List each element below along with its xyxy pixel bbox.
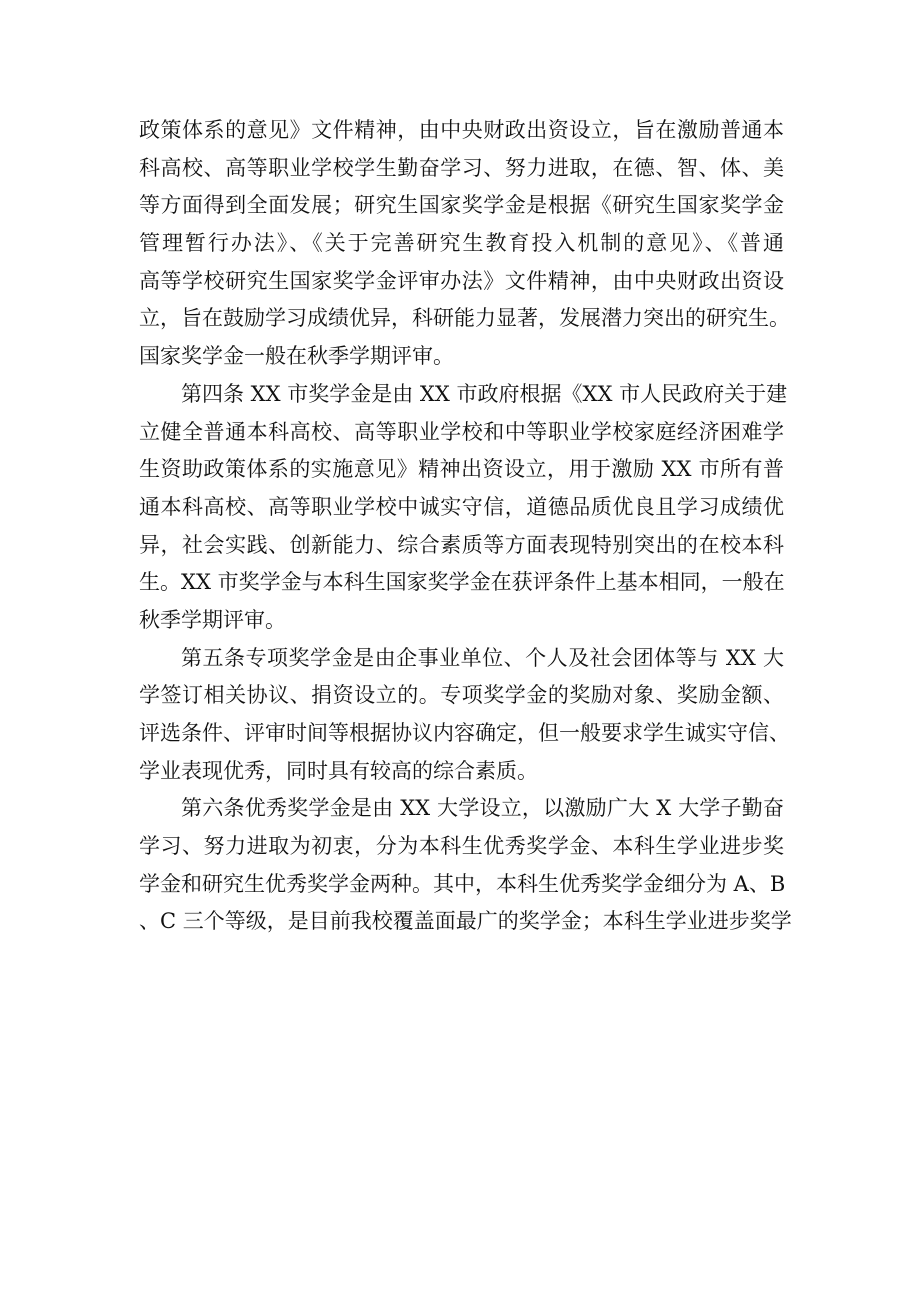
text-line: 国家奖学金一般在秋季学期评审。 <box>139 344 454 369</box>
text-line: 等方面得到全面发展；研究生国家奖学金是根据《研究生国家奖学金 <box>139 193 784 218</box>
text-line: 立健全普通本科高校、高等职业学校和中等职业学校家庭经济困难学 <box>139 419 784 444</box>
text-line: 、C 三个等级，是目前我校覆盖面最广的奖学金；本科生学业进步奖学 <box>139 909 792 934</box>
text-line: 政策体系的意见》文件精神，由中央财政出资设立，旨在激励普通本 <box>139 118 784 142</box>
text-line: 生。XX 市奖学金与本科生国家奖学金在获评条件上基本相同，一般在 <box>139 570 785 595</box>
document-body <box>139 112 792 941</box>
text-line: 高等学校研究生国家奖学金评审办法》文件精神，由中央财政出资设 <box>139 268 784 293</box>
text-line: 秋季学期评审。 <box>139 607 286 632</box>
paragraph-article-3-continued <box>139 112 790 376</box>
text-line: 学签订相关协议、捐资设立的。专项奖学金的奖励对象、奖励金额、 <box>139 683 784 708</box>
text-line: 学业表现优秀，同时具有较高的综合素质。 <box>139 758 538 783</box>
paragraph-article-4 <box>139 376 788 640</box>
text-line: 学金和研究生优秀奖学金两种。其中，本科生优秀奖学金细分为 A、B <box>139 871 786 896</box>
text-line: 第六条优秀奖学金是由 XX 大学设立，以激励广大 X 大学子勤奋 <box>181 796 784 821</box>
text-line: 第四条 XX 市奖学金是由 XX 市政府根据《XX 市人民政府关于建 <box>181 381 788 406</box>
text-line: 通本科高校、高等职业学校中诚实守信，道德品质优良且学习成绩优 <box>139 494 784 519</box>
text-line: 学习、努力进取为初衷，分为本科生优秀奖学金、本科生学业进步奖 <box>139 834 784 859</box>
text-line: 立，旨在鼓励学习成绩优异，科研能力显著，发展潜力突出的研究生。 <box>139 306 790 331</box>
paragraph-article-6 <box>139 790 792 941</box>
text-line: 管理暂行办法》、《关于完善研究生教育投入机制的意见》、《普通 <box>139 231 784 256</box>
text-line: 生资助政策体系的实施意见》精神出资设立，用于激励 XX 市所有普 <box>139 457 784 482</box>
paragraph-article-5 <box>139 640 790 791</box>
text-line: 评选条件、评审时间等根据协议内容确定，但一般要求学生诚实守信、 <box>139 721 790 745</box>
text-line: 科高校、高等职业学校学生勤奋学习、努力进取，在德、智、体、美 <box>139 155 784 180</box>
text-line: 异，社会实践、创新能力、综合素质等方面表现特别突出的在校本科 <box>139 532 784 557</box>
text-line: 第五条专项奖学金是由企事业单位、个人及社会团体等与 XX 大 <box>181 645 784 670</box>
